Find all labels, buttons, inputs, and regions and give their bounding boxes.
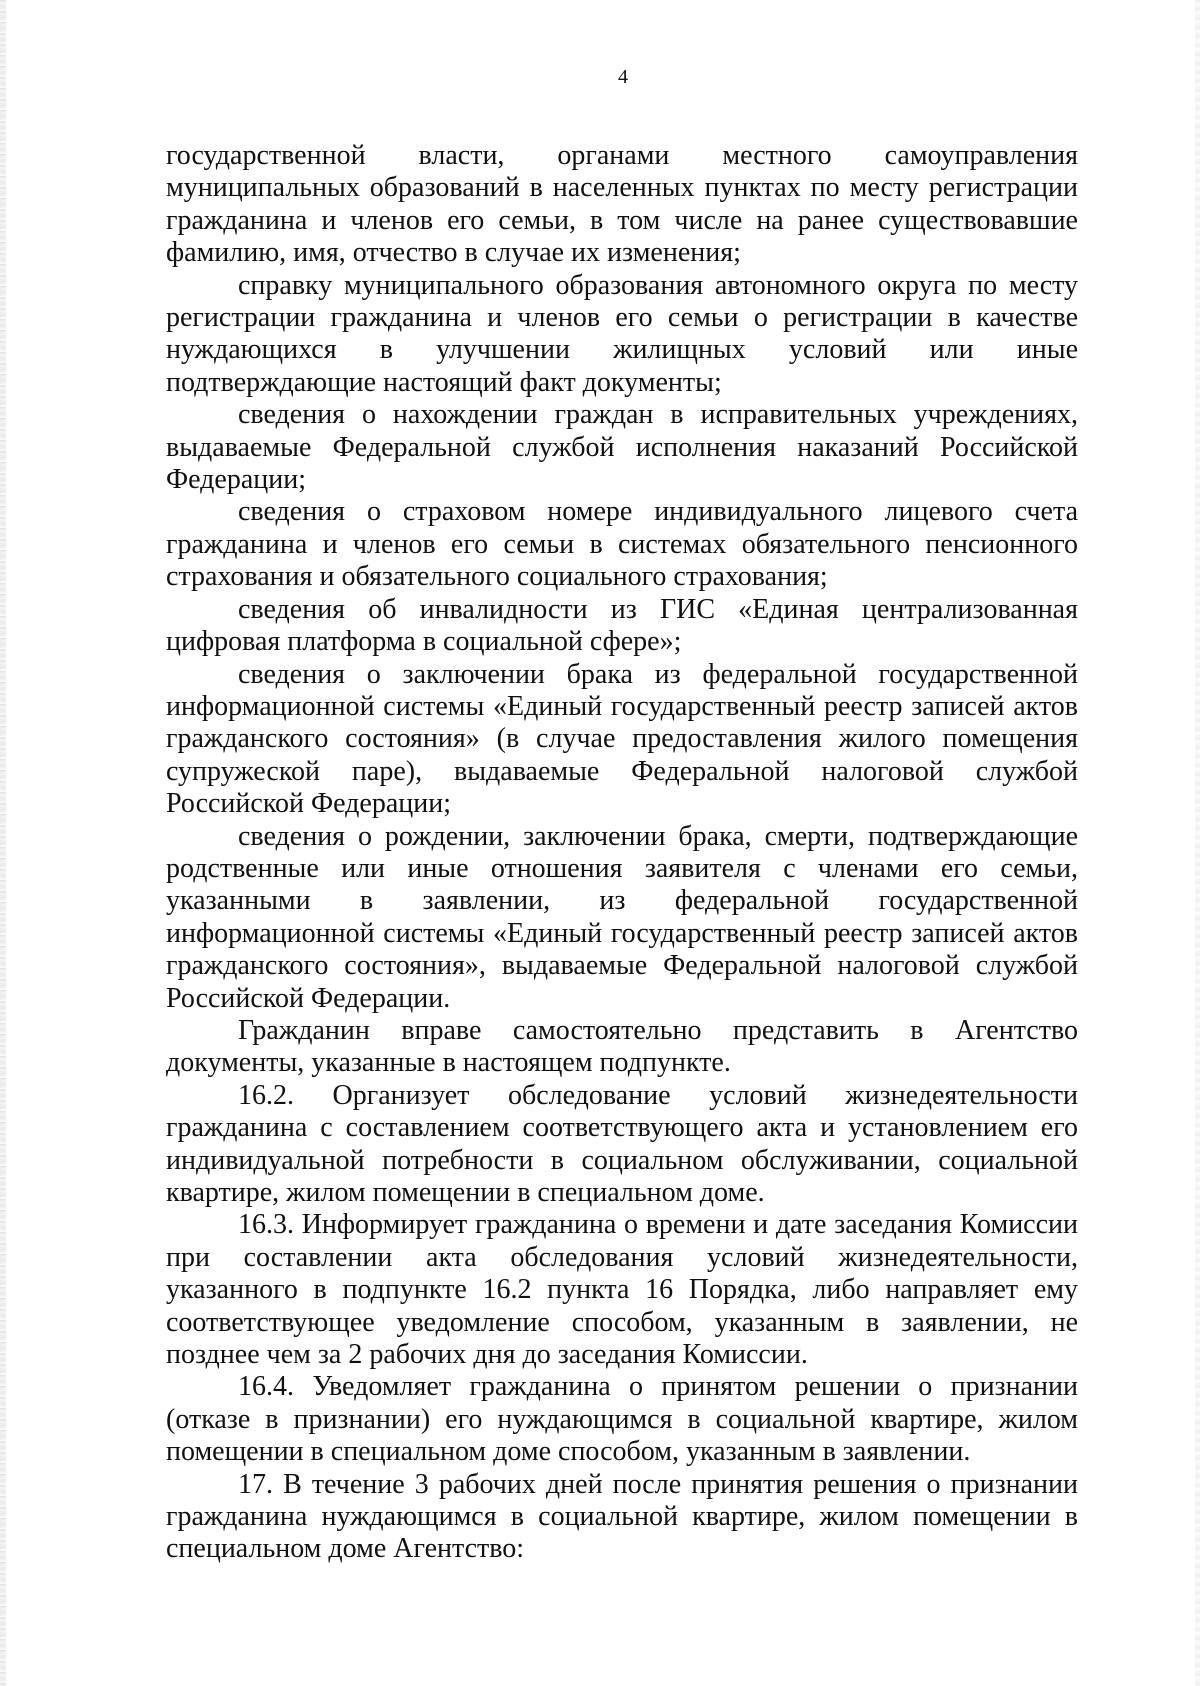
paragraph-continuation: государственной власти, органами местного самоуправления муниципальных образований в населенных пунктах по месту регистрации гражданина и членов его семьи, в том числе на ранее существовавшие фамилию, имя, отчество в случае их изменения; <box>166 140 1078 269</box>
page-number: 4 <box>618 66 628 88</box>
paragraph-16-2: 16.2. Организует обследование условий жизнедеятельности гражданина с составлением соответствующего акта и установлением его индивидуальной потребности в социальном обслуживании, социальной квартире, жилом помещении в специальном доме. <box>166 1079 1078 1208</box>
paragraph-16-3: 16.3. Информирует гражданина о времени и дате заседания Комиссии при составлении акта обследования условий жизнедеятельности, указанного в подпункте 16.2 пункта 16 Порядка, либо направляет ему соответствующее уведомление способом, указанным в заявлении, не позднее чем за 2 рабочих дня до заседания Комиссии. <box>166 1209 1078 1371</box>
paragraph-17: 17. В течение 3 рабочих дней после принятия решения о признании гражданина нуждающимся в социальной квартире, жилом помещении в специальном доме Агентство: <box>166 1468 1078 1565</box>
paragraph-disability-info: сведения об инвалидности из ГИС «Единая централизованная цифровая платформа в социальной сфере»; <box>166 593 1078 658</box>
paragraph-municipal-certificate: справку муниципального образования автономного округа по месту регистрации гражданина и членов его семьи о регистрации в качестве нуждающихся в улучшении жилищных условий или иные подтверждающие настоящий факт документы; <box>166 269 1078 398</box>
paragraph-16-4: 16.4. Уведомляет гражданина о принятом решении о признании (отказе в признании) его нуждающимся в социальной квартире, жилом помещении в специальном доме способом, указанным в заявлении. <box>166 1371 1078 1468</box>
paragraph-citizen-right: Гражданин вправе самостоятельно представить в Агентство документы, указанные в настоящем подпункте. <box>166 1014 1078 1079</box>
paragraph-marriage-info: сведения о заключении брака из федеральной государственной информационной системы «Единый государственный реестр записей актов гражданского состояния» (в случае предоставления жилого помещения супружеской паре), выдаваемые Федеральной налоговой службой Российской Федерации; <box>166 658 1078 820</box>
document-body <box>166 140 1078 1566</box>
scan-edge-right <box>1195 0 1200 1686</box>
paragraph-insurance-number: сведения о страховом номере индивидуального лицевого счета гражданина и членов его семьи в системах обязательного пенсионного страхования и обязательного социального страхования; <box>166 496 1078 593</box>
paragraph-correctional-info: сведения о нахождении граждан в исправительных учреждениях, выдаваемые Федеральной службой исполнения наказаний Российской Федерации; <box>166 399 1078 496</box>
scan-edge-left <box>0 0 6 1686</box>
paragraph-civil-status-info: сведения о рождении, заключении брака, смерти, подтверждающие родственные или иные отношения заявителя с членами его семьи, указанными в заявлении, из федеральной государственной информационной системы «Единый государственный реестр записей актов гражданского состояния», выдаваемые Федеральной налоговой службой Российской Федерации. <box>166 820 1078 1014</box>
